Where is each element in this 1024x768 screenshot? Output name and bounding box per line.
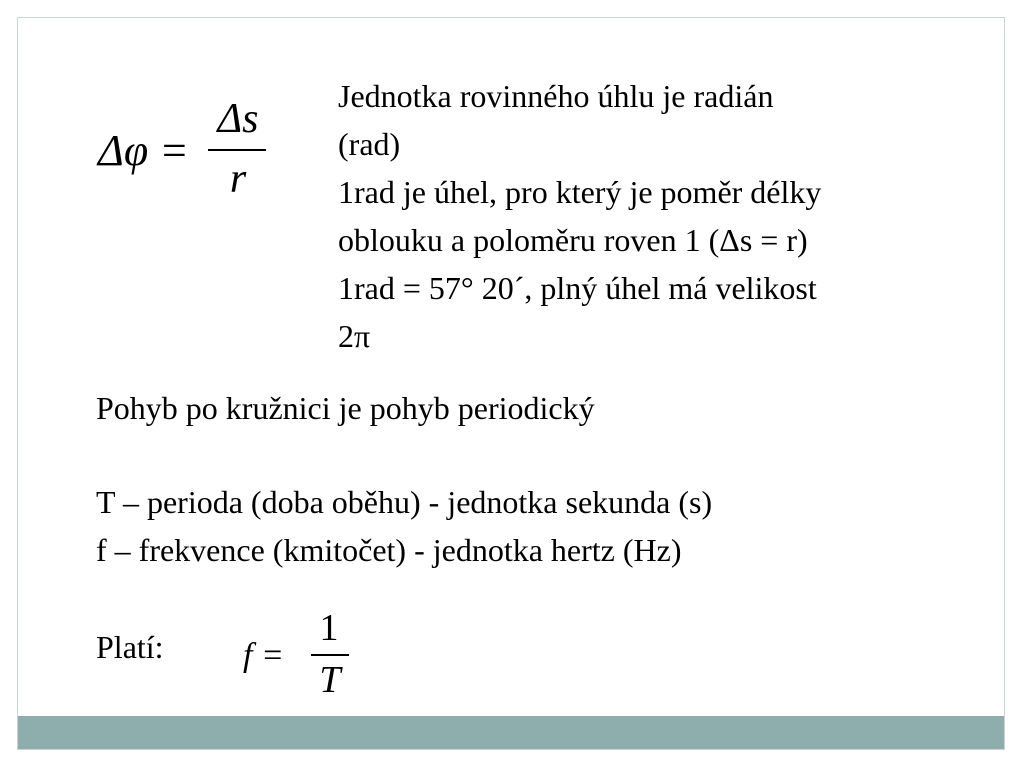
period-definition: T – perioda (doba oběhu) - jednotka sekunda (s) [96, 484, 713, 520]
radian-line-3: 1rad je úhel, pro který je poměr délky [338, 174, 822, 210]
angle-formula-numerator: Δs [217, 96, 259, 142]
radian-line-5: 1rad = 57° 20´, plný úhel má velikost [338, 270, 817, 306]
footer-bar [18, 716, 1004, 750]
periodic-motion-text: Pohyb po kružnici je pohyb periodický [96, 390, 595, 426]
slide [17, 17, 1005, 750]
frequency-formula-lhs: f = [243, 637, 284, 674]
radian-line-2: (rad) [338, 126, 401, 162]
radian-line-4: oblouku a poloměru roven 1 (Δs = r) [338, 222, 808, 258]
radian-definition [338, 72, 1003, 360]
frequency-formula-fraction-bar [311, 654, 349, 656]
angle-formula-fraction-bar [208, 149, 266, 151]
radian-line-1: Jednotka rovinného úhlu je radián [338, 78, 774, 114]
angle-formula [98, 96, 278, 206]
angle-formula-denominator: r [229, 156, 247, 202]
plati-label: Platí: [96, 629, 164, 665]
frequency-definition: f – frekvence (kmitočet) - jednotka hertz (Hz) [96, 532, 682, 568]
frequency-formula-denominator: T [319, 659, 341, 701]
radian-line-6: 2π [338, 318, 371, 354]
angle-formula-lhs: Δφ = [98, 126, 189, 175]
frequency-formula-numerator: 1 [319, 607, 339, 649]
frequency-formula [243, 608, 353, 708]
